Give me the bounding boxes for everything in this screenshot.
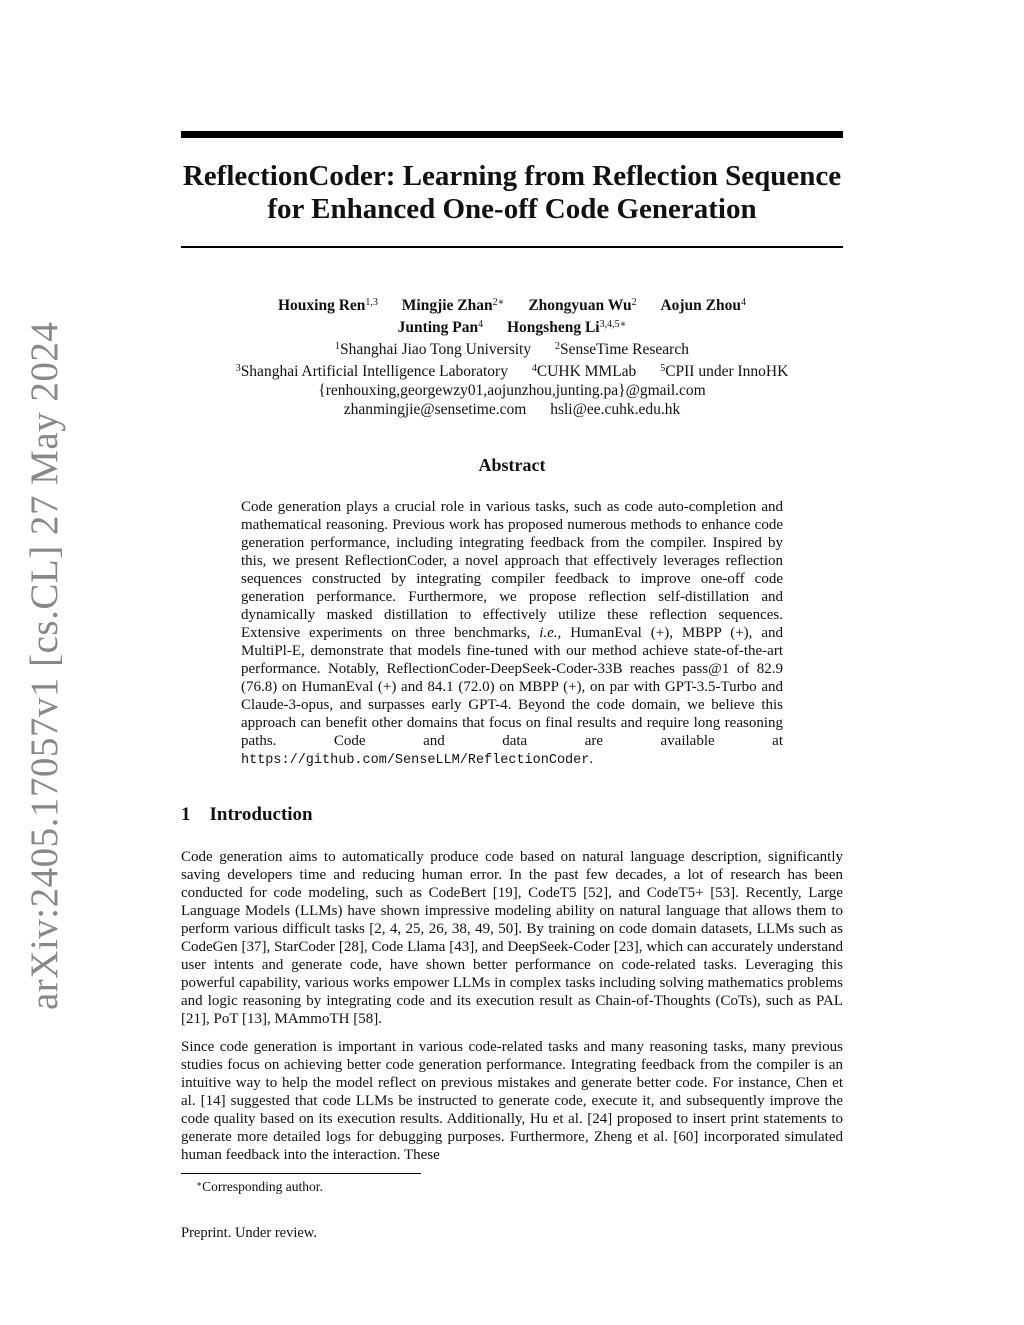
email: hsli@ee.cuhk.edu.hk — [550, 401, 681, 418]
section-heading — [181, 804, 313, 826]
title-rule-bottom — [181, 246, 843, 248]
author: Mingjie Zhan$^{2∗}$ — [401, 297, 505, 314]
footnote-rule — [181, 1173, 421, 1174]
paper-title — [181, 160, 843, 226]
affiliation: $^2$SenseTime Research — [554, 341, 689, 358]
affiliation: $^1$Shanghai Jiao Tong University — [335, 341, 532, 358]
email-row-1: {renhouxing,georgewzy01,aojunzhou,junting.pa}@gmail.com — [318, 382, 706, 399]
author-row-1 — [181, 293, 843, 315]
author: Zhongyuan Wu$^2$ — [528, 297, 637, 314]
title-rule-top — [181, 131, 843, 138]
title-line-1: ReflectionCoder: Learning from Reflection Sequence — [182, 160, 842, 192]
author: Houxing Ren$^{1,3}$ — [277, 297, 378, 314]
footnote: ∗Corresponding author. — [196, 1179, 323, 1194]
author: Junting Pan$^4$ — [397, 319, 484, 336]
author: Aojun Zhou$^4$ — [660, 297, 747, 314]
body-paragraph: Since code generation is important in various code-related tasks and many reasoning tasks, many previous studies focus on achieving better code generation performance. Integrating feedback from the compiler is an intuitive way to help the model reflect on previous mistakes and generate better code. For instance, Chen et al. [14] suggested that code LLMs be instructed to generate code, execute it, and subsequently improve the code quality based on its execution results. Additionally, Hu et al. [24] proposed to insert print statements to generate more detailed logs for debugging purposes. Furthermore, Zheng et al. [60] incorporated simulated human feedback into the interaction. These — [181, 1039, 843, 1163]
section-title: Introduction — [209, 804, 313, 825]
author-row-2 — [181, 315, 843, 337]
email-row-2 — [181, 400, 843, 419]
arxiv-stamp: arXiv:2405.17057v1 [cs.CL] 27 May 2024 — [23, 321, 66, 1010]
body-paragraph: Code generation aims to automatically produce code based on natural language description, significantly saving developers time and reducing human error. In the past few decades, a lot of research has been conducted for code modeling, such as CodeBert [19], CodeT5 [52], and CodeT5+ [53]. Recently, Large Language Models (LLMs) have shown impressive modeling ability on natural language that allows them to perform various difficult tasks [2, 4, 25, 26, 38, 49, 50]. By training on code domain datasets, LLMs such as CodeGen [37], StarCoder [28], Code Llama [43], and DeepSeek-Coder [23], which can accurately understand user intents and generate code, have shown better performance on code-related tasks. Leveraging this powerful capability, various works empower LLMs in complex tasks including solving mathematics problems and logic reasoning by integrating code and its execution result as Chain-of-Thoughts (CoTs), such as PAL [21], PoT [13], MAmmoTH [58]. — [181, 849, 843, 1027]
affiliation: $^3$Shanghai Artificial Intelligence Laboratory — [235, 363, 508, 380]
affiliation-row-2 — [181, 359, 843, 381]
affiliation: $^4$CUHK MMLab — [531, 363, 637, 380]
author-block — [181, 293, 843, 419]
code-url-link[interactable]: https://github.com/SenseLLM/ReflectionCoder — [241, 753, 590, 768]
affiliation: $^5$CPII under InnoHK — [660, 363, 789, 380]
section-number: 1 — [181, 804, 191, 825]
author: Hongsheng $Li^{3,4,5∗}$ — [507, 319, 627, 336]
affiliation-row-1 — [181, 337, 843, 359]
preprint-note: Preprint. Under review. — [181, 1225, 317, 1241]
title-line-2: for Enhanced One-off Code Generation — [267, 193, 757, 225]
abstract-text: Code generation plays a crucial role in various tasks, such as code auto-completion and mathematical reasoning. Previous work has proposed numerous methods to enhance code generation performance, including integrating feedback from the compiler. Inspired by this, we present ReflectionCoder, a novel approach that effectively leverages reflection sequences constructed by integrating compiler feedback to improve one-off code generation performance. Furthermore, we propose reflection self-distillation and dynamically masked distillation to effectively utilize these reflection sequences. Extensive experiments on three benchmarks, i.e., HumanEval (+), MBPP (+), and MultiPl-E, demonstrate that models fine-tuned with our method achieve state-of-the-art performance. Notably, ReflectionCoder-DeepSeek-Coder-33B reaches pass@1 of 82.9 (76.8) on HumanEval (+) and 84.1 (72.0) on MBPP (+), on par with GPT-3.5-Turbo and Claude-3-opus, and surpasses early GPT-4. Beyond the code domain, we believe this approach can benefit other domains that focus on final results and require long reasoning paths. Code and data are available at https://github.com/SenseLLM/ReflectionCoder. — [241, 499, 783, 768]
email: zhanmingjie@sensetime.com — [343, 401, 527, 418]
abstract-heading: Abstract — [478, 455, 546, 475]
